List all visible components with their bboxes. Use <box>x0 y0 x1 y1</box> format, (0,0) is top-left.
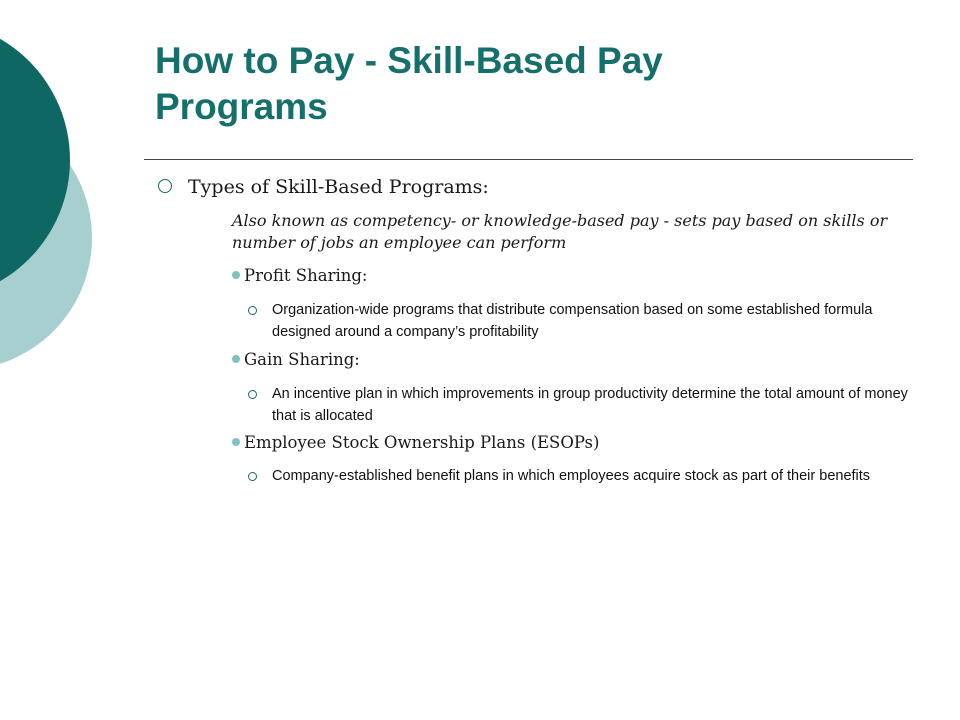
program-description: Company-established benefit plans in which employees acquire stock as part of their benefits <box>272 468 871 484</box>
intro-text: Also known as competency- or knowledge-based pay - sets pay based on skills or number of jobs an employee can perform <box>232 211 888 252</box>
dot-bullet-icon <box>232 438 240 446</box>
dot-bullet-icon <box>232 355 240 363</box>
program-name: Employee Stock Ownership Plans (ESOPs) <box>244 433 600 452</box>
program-name: Profit Sharing: <box>244 266 368 285</box>
slide-title: How to Pay - Skill-Based Pay Programs <box>155 40 663 127</box>
section-heading-item <box>158 176 489 198</box>
program-description: An incentive plan in which improvements in group productivity determine the total amount of money that is allocated <box>272 386 908 424</box>
ring-bullet-icon <box>248 472 257 481</box>
ring-bullet-icon <box>248 306 257 315</box>
program-name: Gain Sharing: <box>244 350 360 369</box>
program-description-item <box>248 299 908 343</box>
program-item <box>232 266 367 285</box>
program-description: Organization-wide programs that distribute compensation based on some established formula designed around a company’s profitability <box>272 302 873 340</box>
program-item <box>232 350 360 369</box>
hollow-circle-bullet-icon <box>158 179 172 193</box>
program-item <box>232 433 599 452</box>
section-heading: Types of Skill-Based Programs: <box>188 176 489 198</box>
ring-bullet-icon <box>248 390 257 399</box>
program-description-item <box>248 465 908 487</box>
dot-bullet-icon <box>232 271 240 279</box>
program-description-item <box>248 383 908 427</box>
